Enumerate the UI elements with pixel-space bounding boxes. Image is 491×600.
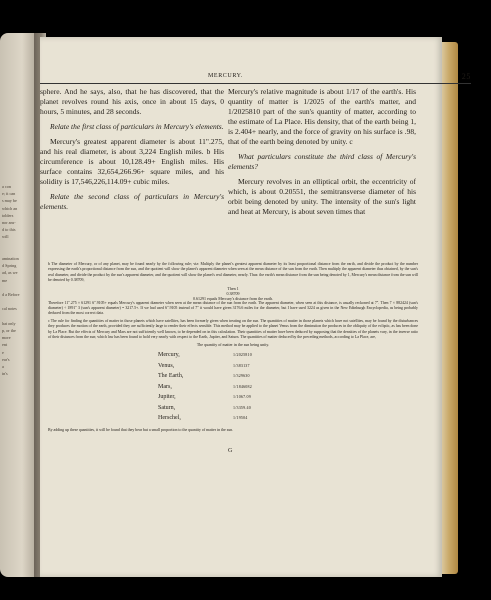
col2-paragraph-1: Mercury's relative magnitude is about 1/17 of the earth's. His quantity of matter is 1/2025 of the earth's matter, and 1/2025810 part of the sun's quantity of matter, according to the estimate of La Place. His density, that of the earth being 1, is 2.404+ nearly, and the force of gravity on his surface is .98, that of the earth being denoted by unity. c — [228, 87, 416, 146]
facing-page-line: d Spring — [2, 263, 17, 269]
facing-page-line: will — [2, 234, 9, 240]
facing-page-line: p, or the — [2, 328, 16, 334]
facing-page-line: hat only — [2, 320, 16, 326]
planet-row — [158, 413, 418, 424]
facing-page-line — [2, 248, 36, 255]
facing-page-line — [2, 313, 36, 320]
right-column — [228, 87, 416, 222]
facing-page-line: ear's — [2, 356, 10, 362]
facing-page-line: cal notes — [2, 306, 17, 312]
planet-name: Mars, — [158, 383, 172, 390]
footnote-calc-1: 0.38709 — [226, 290, 240, 296]
planet-row — [158, 382, 418, 393]
footnote-calc-then: Then 1 — [227, 285, 239, 291]
footnote-b: b The diameter of Mercury, or of any planet, may be found nearly by the following rule; viz: Multiply the planet's greatest apparent diameter by its least proportional distance from the earth, and divide the product by the number expressing the earth's proportional distance from the sun, and the quotient will show the planet's apparent diameter when seen at the mean distance of the sun from the earth. Then multiply the apparent diameter thus obtained, by the sun's real diameter, and divide the product by the sun's apparent diameter, and the quotient will show the planet's real diameter, nearly. Thus: the earth's mean distance from the sun being denoted by 1, Mercury's mean distance from the sun will be denoted by 0.38709, — [48, 262, 418, 283]
col1-paragraph-1: sphere. And he says, also, that he has discovered, that the planet revolves round his axis, once in about 15 days, 0 hours, 5 minutes, and 28 seconds. — [40, 87, 224, 116]
col2-question-1: What particulars constitute the third class of Mercury's elements? — [228, 152, 416, 171]
facing-page-line — [2, 241, 36, 248]
planet-name: Herschel, — [158, 415, 181, 422]
facing-page-line: amination — [2, 256, 19, 262]
planet-name: Venus, — [158, 362, 175, 369]
planet-mass-fraction: 1/19504 — [233, 415, 248, 421]
facing-page-line: a con — [2, 184, 11, 189]
facing-page-line — [2, 284, 36, 291]
col1-paragraph-2: Mercury's greatest apparent diameter is about 11".275, and his real diameter, is about 3,224 English miles. b His circumference is about 10,128.49+ English miles. His surface contains 32,654,266.96+ square miles, and his solidity is 17,546,226,114.09+ cubic miles. — [40, 137, 224, 186]
facing-page-line: e; it can — [2, 191, 16, 197]
planet-mass-table — [158, 350, 418, 424]
planet-mass-fraction: 1/1846082 — [233, 383, 252, 389]
facing-page-text — [2, 183, 36, 377]
planet-mass-fraction: 1/3359.40 — [233, 404, 251, 410]
planet-name: The Earth, — [158, 373, 184, 380]
col1-question-2: Relate the second class of particulars in Mercury's elements. — [40, 192, 224, 211]
planet-mass-fraction: 1/383137 — [233, 362, 250, 368]
facing-page-line: a — [2, 364, 4, 370]
footnote-calc-2: 0.61291 equals Mercury's distance from the earth. — [192, 295, 274, 301]
planet-name: Mercury, — [158, 352, 180, 359]
facing-page-line: d to this — [2, 227, 16, 233]
footnotes — [48, 262, 418, 435]
planet-row — [158, 361, 418, 372]
facing-page-line: me — [2, 277, 8, 283]
facing-page-line — [2, 298, 36, 305]
facing-page-line: s may be — [2, 198, 17, 204]
planet-row — [158, 392, 418, 403]
facing-page-line: d a Before — [2, 292, 20, 298]
planet-name: Jupiter, — [158, 394, 176, 401]
table-caption: The quantity of matter in the sun being unity. — [196, 342, 270, 348]
left-column — [40, 87, 224, 217]
header-rule — [40, 83, 471, 84]
facing-page-line: ad, as we — [2, 270, 18, 276]
facing-page-line: e — [2, 349, 4, 355]
footnote-c: c The rule for finding the quantities of matter in those planets which have satellites, has been formerly given when treating on the sun. The quantities of matter in those planets which have not satellites, may be found by the disturbances they produces the motion of the earth, provided they are sufficiently large to render their effects sensible. This method may be applied to the planet Venus from the diminution the produces in the obliquity of the ecliptic, as has been done by La Place. But the effects of Mercury and Mars are not sufficiently well known, to be depended on in this calculation. Their quantities of matter have been deduced by supposing that the densities of the planets vary, in the inverse ratio of their distances from the sun; which law has been found to hold very nearly with respect to the Earth, Jupiter, and Saturn. The quantities of matter deduced by the preceding methods, according to La Place, are, — [48, 318, 418, 340]
col1-question-1: Relate the first class of particulars in Mercury's elements. — [50, 122, 224, 131]
facing-page-line: ent — [2, 342, 8, 348]
facing-page-line: in's — [2, 371, 8, 377]
footnote-therefore: Therefore 11".275 × 61291 6".9105+ equals Mercury's apparent diameter when seen at the mean distance of the sun from the earth. The apparent diameter, when seen at this distance, is usually reckoned at 7". Then 7 × 882424 (sun's diameter) ÷ 1891" 3 (sun's apparent diameter) = 3217.5+. If we had used 6".9105 instead of 7" it would have given 3176.6 miles for the diameter, but I have used 3224 as given in the New Edinburgh Encyclopedia, as being probably deduced from the most correct data. — [48, 300, 418, 316]
facing-page-line: nor ans- — [2, 220, 16, 226]
planet-mass-fraction: 1/329630 — [233, 373, 250, 379]
col2-paragraph-2: Mercury revolves in an elliptical orbit, the eccentricity of which, is about 0.20551, the semitransverse diameter of his orbit being denoted by unity. The intensity of the sun's light and heat at Mercury, is about seven times that — [228, 177, 416, 216]
planet-mass-fraction: 1/1067.09 — [233, 394, 251, 400]
planet-name: Saturn, — [158, 404, 176, 411]
running-title: MERCURY. — [208, 73, 243, 79]
planet-row — [158, 403, 418, 414]
facing-page-line: tolders — [2, 212, 14, 218]
facing-page-line: more — [2, 335, 11, 341]
facing-page-line: which an — [2, 205, 18, 211]
signature-mark: G — [228, 448, 233, 454]
page-number: 25 — [461, 72, 471, 81]
planet-row — [158, 350, 418, 361]
planet-mass-fraction: 1/2025810 — [233, 352, 252, 358]
planet-row — [158, 371, 418, 382]
page-edges — [442, 42, 458, 574]
footnote-footer: By adding up these quantities, it will be found that they bear but a small proportion to the quantity of matter in the sun. — [48, 427, 234, 432]
